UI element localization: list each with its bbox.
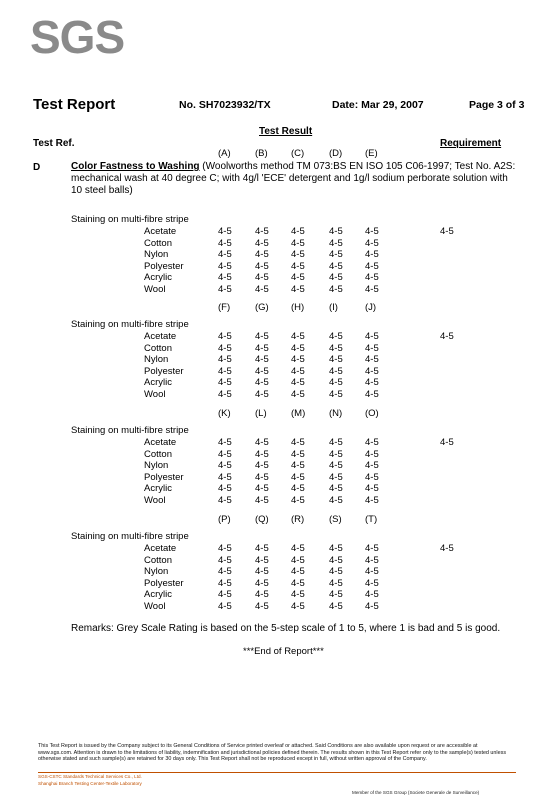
footer-divider [38,772,516,773]
rating-value: 4-5 [218,260,232,272]
rating-value: 4-5 [218,389,232,400]
sgs-logo: SGS [30,11,125,63]
rating-value: 4-5 [255,471,269,483]
fibre-name: Polyester [144,260,184,272]
rating-value: 4-5 [218,601,232,612]
rating-value: 4-5 [291,483,305,495]
rating-value: 4-5 [255,226,269,237]
rating-value: 4-5 [329,284,343,295]
column-header: (E) [365,148,378,159]
fibre-name: Nylon [144,566,169,578]
column-header: (I) [329,302,338,313]
rating-value: 4-5 [329,226,343,237]
test-ref-id: D [33,162,41,173]
rating-value: 4-5 [255,554,269,566]
rating-value: 4-5 [365,249,379,261]
rating-value: 4-5 [218,284,232,295]
rating-value: 4-5 [291,448,305,460]
rating-value: 4-5 [329,237,343,249]
report-title: Test Report [33,96,116,113]
rating-value: 4-5 [291,543,305,554]
fibre-name: Acetate [144,437,177,448]
fibre-name: Acrylic [144,589,172,601]
section-heading: Test Result [259,126,313,137]
rating-value: 4-5 [291,365,305,377]
column-header: (H) [291,302,305,313]
fibre-name: Wool [144,284,166,295]
rating-value: 4-5 [255,354,269,366]
rating-value: 4-5 [218,577,232,589]
rating-value: 4-5 [329,471,343,483]
column-header: (R) [291,514,305,525]
rating-value: 4-5 [291,354,305,366]
rating-value: 4-5 [365,566,379,578]
rating-value: 4-5 [365,272,379,284]
rating-value: 4-5 [365,365,379,377]
rating-value: 4-5 [291,237,305,249]
fibre-name: Wool [144,495,166,506]
rating-value: 4-5 [329,589,343,601]
column-header: (F) [218,302,231,313]
rating-value: 4-5 [218,543,232,554]
rating-value: 4-5 [291,554,305,566]
rating-value: 4-5 [255,437,269,448]
fibre-name: Nylon [144,460,169,472]
fibre-name: Polyester [144,471,184,483]
rating-value: 4-5 [329,365,343,377]
fibre-name: Acetate [144,543,177,554]
rating-value: 4-5 [218,460,232,472]
rating-value: 4-5 [365,577,379,589]
fibre-name: Acrylic [144,483,172,495]
rating-value: 4-5 [365,460,379,472]
rating-value: 4-5 [255,260,269,272]
rating-value: 4-5 [329,260,343,272]
rating-value: 4-5 [291,589,305,601]
fibre-name: Acrylic [144,272,172,284]
rating-value: 4-5 [255,589,269,601]
rating-value: 4-5 [291,331,305,342]
rating-value: 4-5 [365,354,379,366]
rating-value: 4-5 [255,389,269,400]
page-number: Page 3 of 3 [469,99,525,111]
column-header: (G) [255,302,269,313]
rating-value: 4-5 [365,226,379,237]
rating-value: 4-5 [218,354,232,366]
rating-value: 4-5 [218,471,232,483]
requirement-value: 4-5 [440,543,454,554]
block-label: Staining on multi-fibre stripe [71,531,189,542]
rating-value: 4-5 [291,260,305,272]
fibre-name: Polyester [144,365,184,377]
column-header: (L) [255,408,267,419]
rating-value: 4-5 [255,495,269,506]
end-of-report: ***End of Report*** [243,646,324,657]
fibre-name: Acetate [144,331,177,342]
rating-value: 4-5 [255,483,269,495]
rating-value: 4-5 [255,249,269,261]
rating-value: 4-5 [291,566,305,578]
column-header: (S) [329,514,342,525]
rating-value: 4-5 [218,272,232,284]
rating-value: 4-5 [365,554,379,566]
rating-value: 4-5 [291,389,305,400]
rating-value: 4-5 [365,342,379,354]
test-ref-label: Test Ref. [33,138,75,149]
fibre-name: Wool [144,601,166,612]
report-number: No. SH7023932/TX [179,99,271,111]
fibre-name: Nylon [144,354,169,366]
rating-value: 4-5 [255,272,269,284]
rating-value: 4-5 [329,554,343,566]
fibre-name: Acetate [144,226,177,237]
footer-member: Member of the SGS Group (Societe Generale de Surveillance) [352,790,480,795]
column-header: (D) [329,148,343,159]
rating-value: 4-5 [329,377,343,389]
rating-value: 4-5 [255,342,269,354]
block-label: Staining on multi-fibre stripe [71,214,189,225]
rating-value: 4-5 [329,389,343,400]
column-header: (A) [218,148,231,159]
column-header: (O) [365,408,379,419]
column-header: (B) [255,148,268,159]
column-header: (N) [329,408,343,419]
rating-value: 4-5 [365,437,379,448]
rating-value: 4-5 [291,460,305,472]
rating-value: 4-5 [329,483,343,495]
fibre-name: Nylon [144,249,169,261]
rating-value: 4-5 [291,377,305,389]
rating-value: 4-5 [291,601,305,612]
requirement-value: 4-5 [440,331,454,342]
rating-value: 4-5 [255,566,269,578]
rating-value: 4-5 [291,249,305,261]
fibre-name: Cotton [144,448,172,460]
rating-value: 4-5 [255,601,269,612]
rating-value: 4-5 [218,566,232,578]
rating-value: 4-5 [329,331,343,342]
rating-value: 4-5 [218,495,232,506]
rating-value: 4-5 [218,377,232,389]
requirement-value: 4-5 [440,437,454,448]
rating-value: 4-5 [329,272,343,284]
test-title: Color Fastness to Washing [71,161,200,172]
rating-value: 4-5 [365,377,379,389]
block-label: Staining on multi-fibre stripe [71,425,189,436]
rating-value: 4-5 [329,577,343,589]
footer-disclaimer: This Test Report is issued by the Company subject to its General Conditions of Service printed overleaf or attached. Said Conditions are also available upon request or are accessible at www.sgs.com. Attention is drawn to the limitations of liability, indemnification and jurisdictional policies defined therein. The results shown in this Test Report refer only to the sample(s) tested unless otherwise stated and such sample(s) are retained for 30 days only. This Test Report shall not be reproduced except in full, without written approval of the Company. [38,743,507,762]
block-label: Staining on multi-fibre stripe [71,319,189,330]
column-header: (P) [218,514,231,525]
rating-value: 4-5 [218,483,232,495]
rating-value: 4-5 [218,554,232,566]
rating-value: 4-5 [329,543,343,554]
rating-value: 4-5 [365,284,379,295]
rating-value: 4-5 [365,237,379,249]
rating-value: 4-5 [218,365,232,377]
rating-value: 4-5 [365,260,379,272]
rating-value: 4-5 [291,471,305,483]
rating-value: 4-5 [291,495,305,506]
rating-value: 4-5 [329,249,343,261]
rating-value: 4-5 [218,237,232,249]
rating-value: 4-5 [291,272,305,284]
rating-value: 4-5 [365,448,379,460]
rating-value: 4-5 [218,249,232,261]
rating-value: 4-5 [218,342,232,354]
rating-value: 4-5 [218,589,232,601]
rating-value: 4-5 [291,342,305,354]
report-date: Date: Mar 29, 2007 [332,99,424,111]
rating-value: 4-5 [365,543,379,554]
rating-value: 4-5 [365,483,379,495]
fibre-name: Cotton [144,237,172,249]
fibre-name: Acrylic [144,377,172,389]
remarks: Remarks: Grey Scale Rating is based on the 5-step scale of 1 to 5, where 1 is bad and 5 is good. [71,623,501,634]
footer-address-1: SGS-CSTC Standards Technical Services Co., Ltd. [38,774,142,779]
rating-value: 4-5 [329,342,343,354]
rating-value: 4-5 [365,389,379,400]
rating-value: 4-5 [255,577,269,589]
rating-value: 4-5 [329,354,343,366]
rating-value: 4-5 [255,448,269,460]
test-method: (Woolworths method TM 073:BS EN ISO 105 C06-1997; Test No. A2S: mechanical wash at 40 degree C; with 4g/l 'ECE' detergent and 1g/l sodium perborate solution with 10 steel balls) [71,161,516,196]
rating-value: 4-5 [365,601,379,612]
rating-value: 4-5 [218,448,232,460]
rating-value: 4-5 [291,284,305,295]
rating-value: 4-5 [218,226,232,237]
rating-value: 4-5 [291,226,305,237]
test-description [71,161,521,197]
column-header: (M) [291,408,306,419]
requirement-value: 4-5 [440,226,454,237]
rating-value: 4-5 [255,284,269,295]
column-header: (J) [365,302,377,313]
rating-value: 4-5 [329,566,343,578]
column-header: (K) [218,408,231,419]
rating-value: 4-5 [329,601,343,612]
fibre-name: Cotton [144,342,172,354]
rating-value: 4-5 [329,448,343,460]
rating-value: 4-5 [218,331,232,342]
rating-value: 4-5 [291,437,305,448]
fibre-name: Wool [144,389,166,400]
footer-address-2: Shanghai Branch Testing Center-Textile Laboratory [38,781,142,786]
rating-value: 4-5 [329,437,343,448]
fibre-name: Cotton [144,554,172,566]
rating-value: 4-5 [255,460,269,472]
rating-value: 4-5 [365,331,379,342]
rating-value: 4-5 [255,365,269,377]
column-header: (T) [365,514,378,525]
rating-value: 4-5 [255,377,269,389]
rating-value: 4-5 [329,460,343,472]
rating-value: 4-5 [329,495,343,506]
rating-value: 4-5 [218,437,232,448]
column-header: (Q) [255,514,269,525]
column-header: (C) [291,148,305,159]
rating-value: 4-5 [291,577,305,589]
rating-value: 4-5 [255,331,269,342]
rating-value: 4-5 [365,495,379,506]
requirement-label: Requirement [440,138,502,149]
rating-value: 4-5 [365,471,379,483]
fibre-name: Polyester [144,577,184,589]
rating-value: 4-5 [255,543,269,554]
rating-value: 4-5 [365,589,379,601]
rating-value: 4-5 [255,237,269,249]
